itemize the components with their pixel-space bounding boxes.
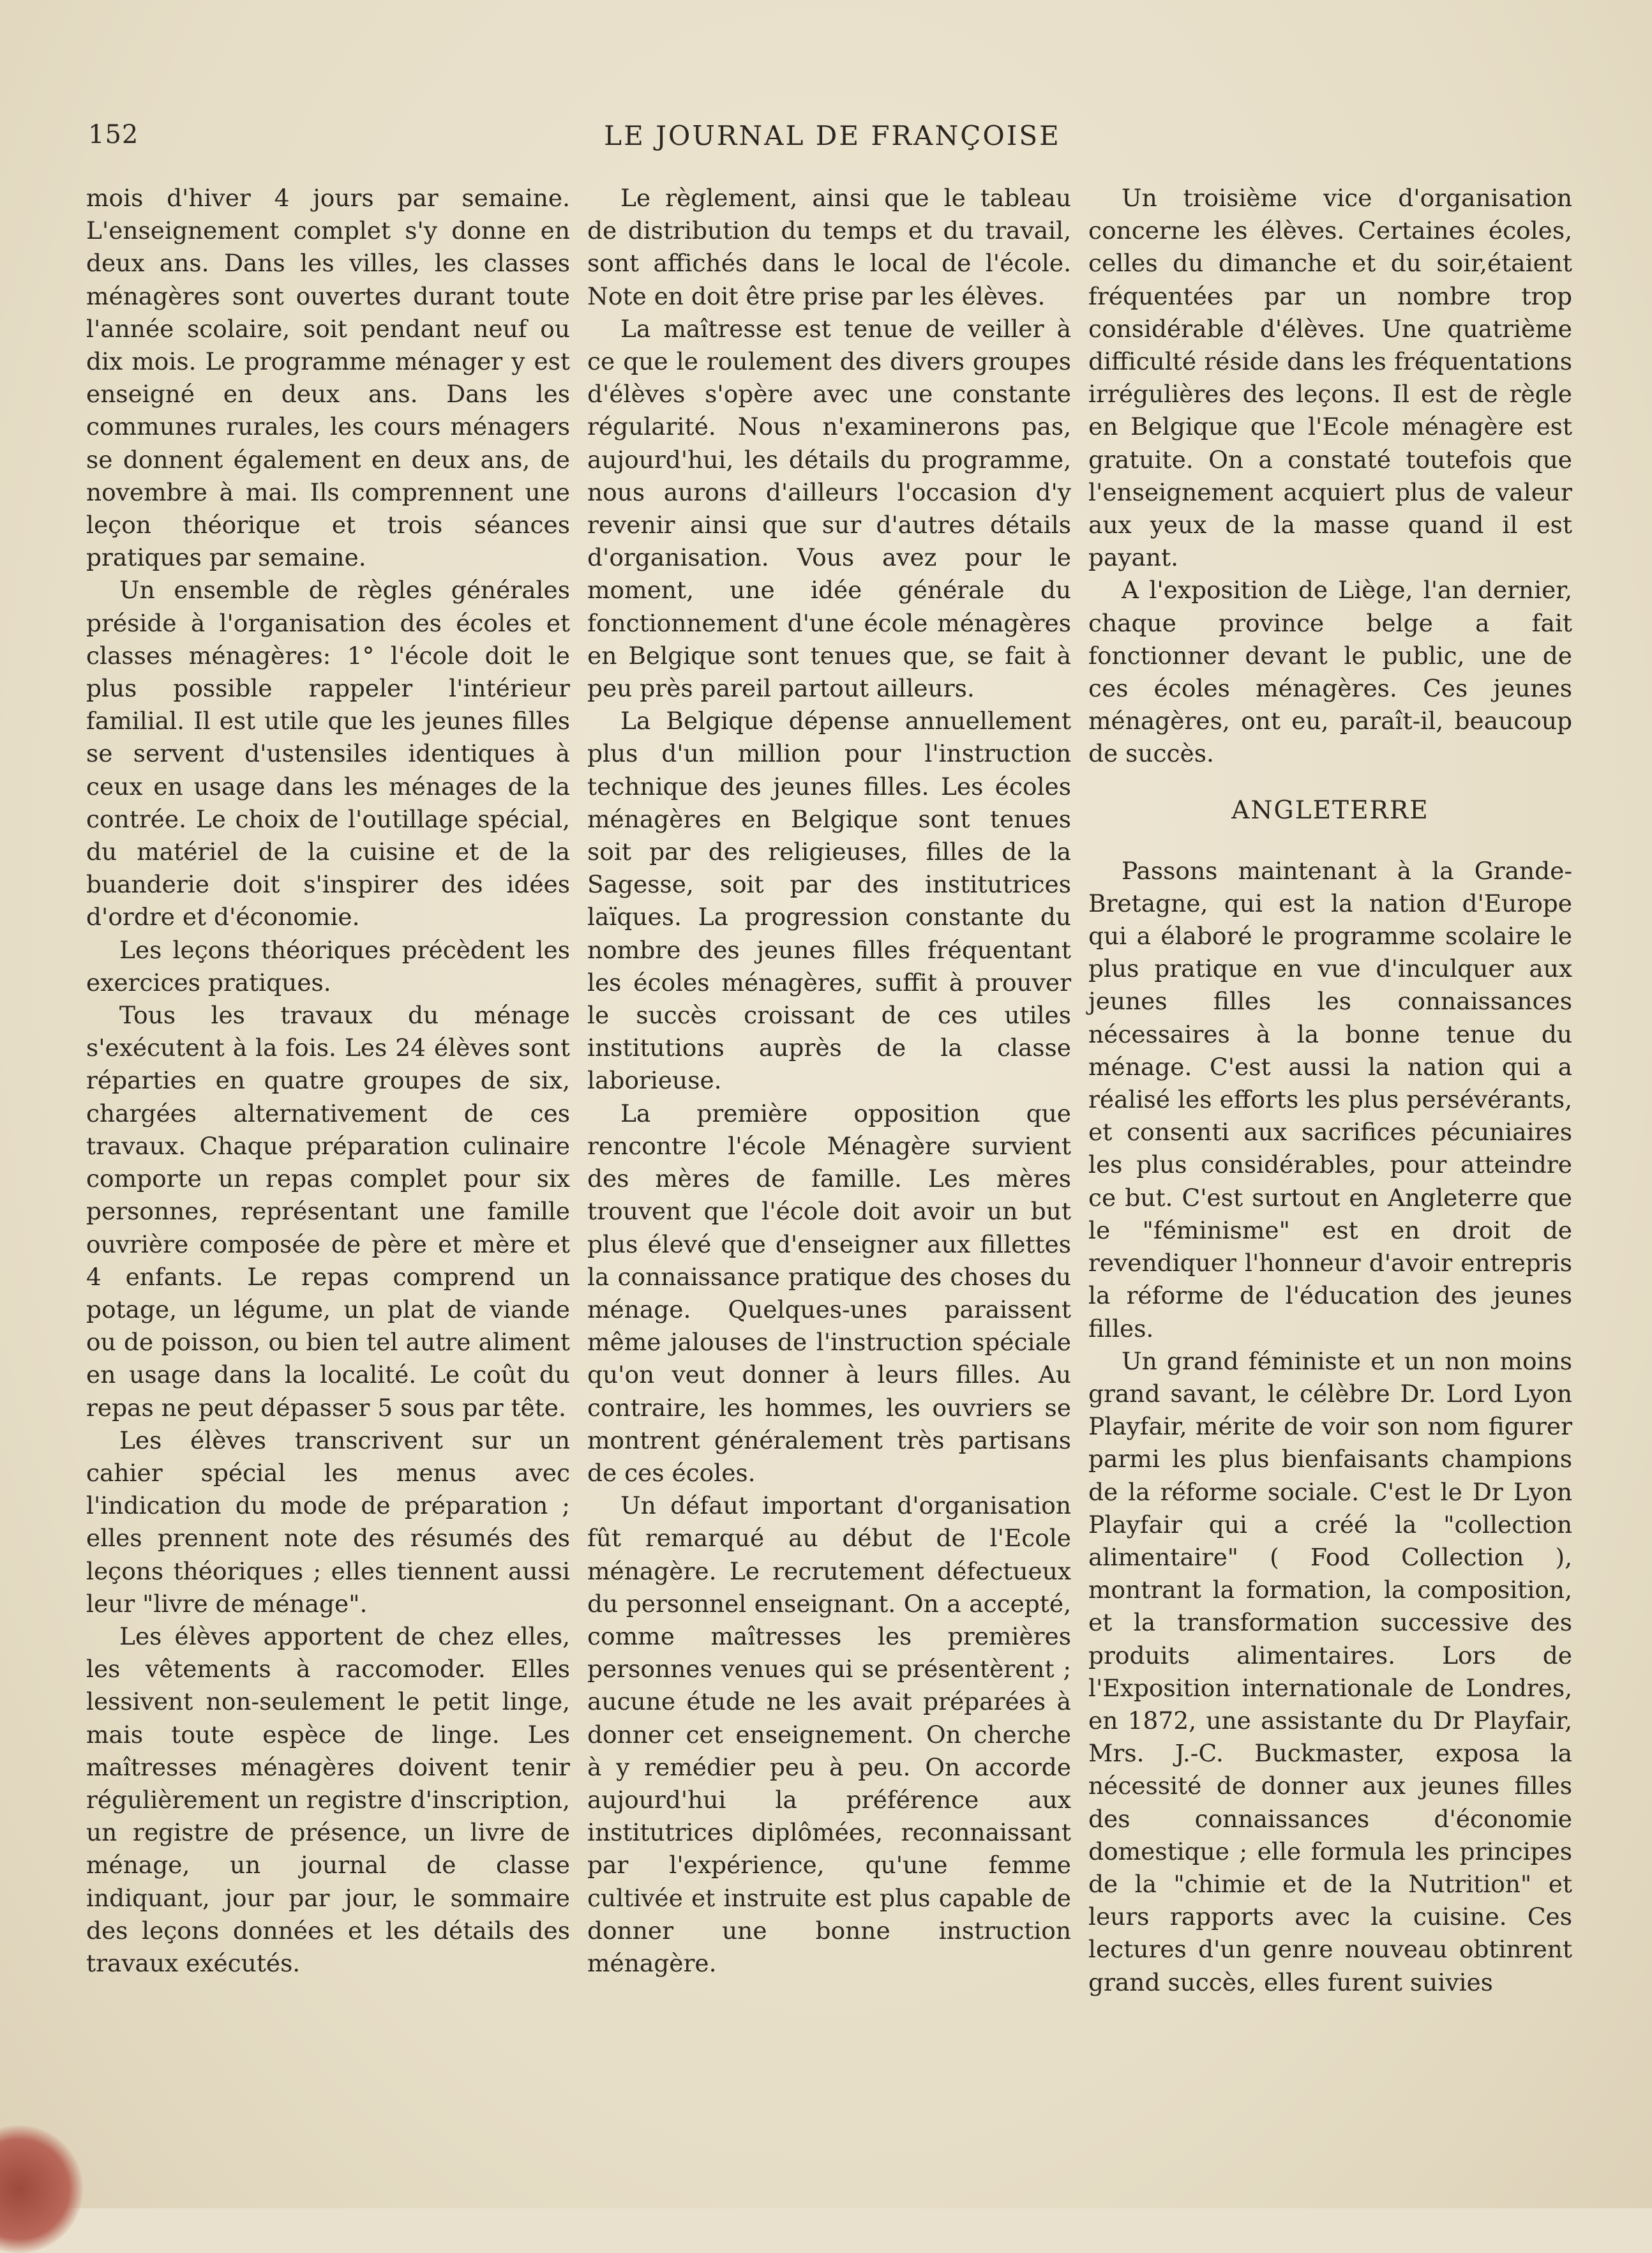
paragraph: Tous les travaux du ménage s'exécutent à la fois. Les 24 élèves sont réparties en quatre groupes de six, chargées alternativement de ces travaux. Chaque préparation culinaire comporte un repas complet pour six personnes, représentant une famille ouvrière composée de père et mère et 4 enfants. Le repas comprend un potage, un légume, un plat de viande ou de poisson, ou bien tel autre aliment en usage dans la localité. Le coût du repas ne peut dépasser 5 sous par tête.	[86, 1001, 570, 1422]
text-column-2	[587, 182, 1071, 1980]
text-column-3	[1088, 182, 1572, 1999]
paragraph: Les leçons théoriques précèdent les exercices pratiques.	[86, 935, 570, 997]
page-number: 152	[88, 120, 139, 149]
paragraph: A l'exposition de Liège, l'an dernier, chaque province belge a fait fonctionner devant le public, une de ces écoles ménagères. Ces jeunes ménagères, ont eu, paraît-il, beaucoup de succès.	[1088, 576, 1572, 768]
text-column-1	[86, 182, 570, 1980]
paragraph: Un troisième vice d'organisation concerne les élèves. Certaines écoles, celles du dimanche et du soir,étaient fréquentées par un nombre trop considérable d'élèves. Une quatrième difficulté réside dans les fréquentations irrégulières des leçons. Il est de règle en Belgique que l'Ecole ménagère est gratuite. On a constaté toutefois que l'enseignement acquiert plus de valeur aux yeux de la masse quand il est payant.	[1088, 184, 1572, 572]
paragraph: Un défaut important d'organisation fût remarqué au début de l'Ecole ménagère. Le recrutement défectueux du personnel enseignant. On a accepté, comme maîtresses les premières personnes venues qui se présentèrent ; aucune étude ne les avait préparées à donner cet enseignement. On cherche à y remédier peu à peu. On accorde aujourd'hui la préférence aux institutrices diplômées, reconnaissant par l'expérience, qu'une femme cultivée et instruite est plus capable de donner une bonne instruction ménagère.	[587, 1491, 1071, 1977]
section-heading: ANGLETERRE	[1231, 795, 1429, 825]
paragraph: La première opposition que rencontre l'école Ménagère survient des mères de famille. Les mères trouvent que l'école doit avoir un but plus élevé que d'enseigner aux fillettes la connaissance pratique des choses du ménage. Quelques-unes paraissent même jalouses de l'instruction spéciale qu'on veut donner à leurs filles. Au contraire, les hommes, les ouvriers se montrent généralement très partisans de ces écoles.	[587, 1099, 1071, 1487]
paragraph: Passons maintenant à la Grande-Bretagne, qui est la nation d'Europe qui a élaboré le programme scolaire le plus pratique en vue d'inculquer aux jeunes filles les connaissances nécessaires à la bonne tenue du ménage. C'est aussi la nation qui a réalisé les efforts les plus persévérants, et consenti aux sacrifices pécuniaires les plus considérables, pour atteindre ce but. C'est surtout en Angleterre que le "féminisme" est en droit de revendiquer l'honneur d'avoir entrepris la réforme de l'éducation des jeunes filles.	[1088, 856, 1572, 1343]
paragraph: La Belgique dépense annuellement plus d'un million pour l'instruction technique des jeunes filles. Les écoles ménagères en Belgique sont tenues soit par des religieuses, filles de la Sagesse, soit par des institutrices laïques. La progression constante du nombre des jeunes filles fréquentant les écoles ménagères, suffit à prouver le succès croissant de ces utiles institutions auprès de la classe laborieuse.	[587, 707, 1071, 1095]
paragraph: Le règlement, ainsi que le tableau de distribution du temps et du travail, sont affichés dans le local de l'école. Note en doit être prise par les élèves.	[587, 184, 1071, 310]
paragraph: Les élèves transcrivent sur un cahier spécial les menus avec l'indication du mode de préparation ; elles prennent note des résumés des leçons théoriques ; elles tiennent aussi leur "livre de ménage".	[86, 1426, 570, 1618]
paragraph: Les élèves apportent de chez elles, les vêtements à raccomoder. Elles lessivent non-seulement le petit linge, mais toute espèce de linge. Les maîtresses ménagères doivent tenir régulièrement un registre d'inscription, un registre de présence, un livre de ménage, un journal de classe indiquant, jour par jour, le sommaire des leçons données et les détails des travaux exécutés.	[86, 1622, 570, 1977]
running-title: LE JOURNAL DE FRANÇOISE	[604, 120, 1061, 151]
paragraph: Un ensemble de règles générales préside à l'organisation des écoles et classes ménagères: 1° l'école doit le plus possible rappeler l'intérieur familial. Il est utile que les jeunes filles se servent d'ustensiles identiques à ceux en usage dans les ménages de la contrée. Le choix de l'outillage spécial, du matériel de la cuisine et de la buanderie doit s'inspirer des idées d'ordre et d'économie.	[86, 576, 570, 931]
corner-stain	[0, 2125, 83, 2253]
paragraph: mois d'hiver 4 jours par semaine. L'enseignement complet s'y donne en deux ans. Dans les villes, les classes ménagères sont ouvertes durant toute l'année scolaire, soit pendant neuf ou dix mois. Le programme ménager y est enseigné en deux ans. Dans les communes rurales, les cours ménagers se donnent également en deux ans, de novembre à mai. Ils comprennent une leçon théorique et trois séances pratiques par semaine.	[86, 184, 570, 572]
paragraph: Un grand féministe et un non moins grand savant, le célèbre Dr. Lord Lyon Playfair, mérite de voir son nom figurer parmi les plus bienfaisants champions de la réforme sociale. C'est le Dr Lyon Playfair qui a créé la "collection alimentaire" ( Food Collection ), montrant la formation, la composition, et la transformation successive des produits alimentaires. Lors de l'Exposition internationale de Londres, en 1872, une assistante du Dr Playfair, Mrs. J.-C. Buckmaster, exposa la nécessité de donner aux jeunes filles des connaissances d'économie domestique ; elle formula les principes de la "chimie et de la Nutrition" et leurs rapports avec la cuisine. Ces lectures d'un genre nouveau obtinrent grand succès, elles furent suivies	[1088, 1346, 1572, 1996]
paragraph: La maîtresse est tenue de veiller à ce que le roulement des divers groupes d'élèves s'opère avec une constante régularité. Nous n'examinerons pas, aujourd'hui, les détails du programme, nous aurons d'ailleurs l'occasion d'y revenir ainsi que sur d'autres détails d'organisation. Vous avez pour le moment, une idée générale du fonctionnement d'une école ménagères en Belgique sont tenues que, se fait à peu près pareil partout ailleurs.	[587, 314, 1071, 703]
page-header	[83, 115, 1582, 160]
